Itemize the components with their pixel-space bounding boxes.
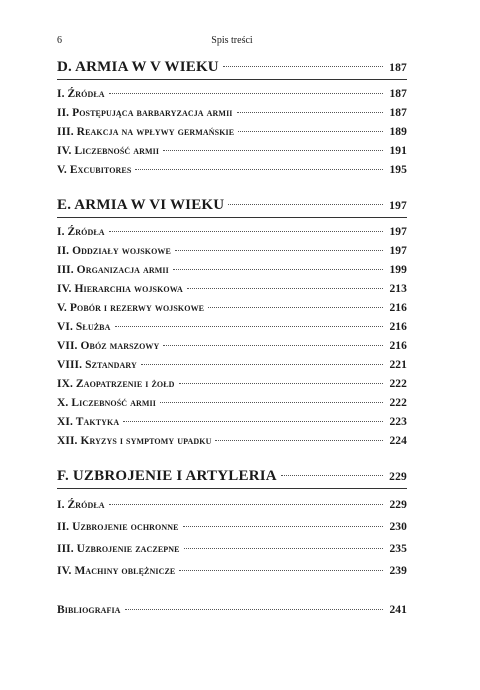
dot-leader (109, 92, 383, 94)
entry-page: 239 (389, 565, 407, 577)
dot-leader (238, 130, 383, 132)
toc-entry[interactable] (57, 318, 407, 337)
dot-leader (109, 503, 383, 505)
dot-leader (163, 149, 383, 151)
dot-leader (109, 230, 383, 232)
dot-leader (183, 525, 383, 527)
entry-page: 195 (389, 164, 407, 176)
entry-page: 191 (389, 145, 407, 157)
toc-entry[interactable] (57, 161, 407, 180)
entry-title: XI. Taktyka (57, 416, 120, 428)
entry-page: 213 (389, 283, 407, 295)
section-page: 187 (389, 62, 407, 74)
toc-entry[interactable] (57, 560, 407, 582)
entry-page: 216 (389, 302, 407, 314)
entry-page: 229 (389, 499, 407, 511)
entry-page: 230 (389, 521, 407, 533)
entry-title: III. Organizacja armii (57, 264, 169, 276)
entry-page: 189 (389, 126, 407, 138)
entry-title: VII. Obóz marszowy (57, 340, 160, 352)
table-of-contents (57, 56, 407, 621)
toc-entry[interactable] (57, 85, 407, 104)
spacer (57, 582, 407, 599)
dot-leader (215, 439, 383, 441)
toc-entry[interactable] (57, 375, 407, 394)
entry-title: XII. Kryzys i symptomy upadku (57, 435, 212, 447)
entry-page: 197 (389, 226, 407, 238)
toc-entry[interactable] (57, 280, 407, 299)
toc-entry[interactable] (57, 494, 407, 516)
entry-title: VI. Służba (57, 321, 111, 333)
entry-page: 187 (389, 107, 407, 119)
entry-title: V. Pobór i rezerwy wojskowe (57, 302, 205, 314)
dot-leader (228, 203, 383, 205)
dot-leader (163, 344, 383, 346)
entry-page: 224 (389, 435, 407, 447)
entry-title: VIII. Sztandary (57, 359, 137, 371)
entry-title: III. Reakcja na wpływy germańskie (57, 126, 235, 138)
toc-entry[interactable] (57, 413, 407, 432)
spacer (57, 451, 407, 465)
section-title: F. UZBROJENIE I ARTYLERIA (57, 468, 277, 484)
entry-page: 223 (389, 416, 407, 428)
bibliography-entry[interactable] (57, 599, 407, 621)
dot-leader (175, 249, 383, 251)
dot-leader (187, 287, 383, 289)
entry-page: 235 (389, 543, 407, 555)
entry-page: 222 (389, 378, 407, 390)
entry-title: III. Uzbrojenie zaczepne (57, 543, 180, 555)
running-title: Spis treści (211, 35, 253, 46)
dot-leader (135, 168, 383, 170)
dot-leader (179, 569, 383, 571)
section-title: D. ARMIA W V WIEKU (57, 59, 219, 75)
toc-entry[interactable] (57, 356, 407, 375)
dot-leader (179, 382, 383, 384)
section-page: 197 (389, 200, 407, 212)
dot-leader (125, 608, 383, 610)
dot-leader (123, 420, 383, 422)
section-heading[interactable] (57, 465, 407, 487)
entry-title: II. Oddziały wojskowe (57, 245, 171, 257)
entry-title: V. Excubitores (57, 164, 132, 176)
toc-entry[interactable] (57, 337, 407, 356)
dot-leader (223, 65, 383, 67)
dot-leader (184, 547, 383, 549)
toc-entry[interactable] (57, 223, 407, 242)
dot-leader (160, 401, 383, 403)
page-number: 6 (57, 35, 62, 46)
section-rule (57, 488, 407, 489)
entry-title: IV. Hierarchia wojskowa (57, 283, 183, 295)
toc-entry[interactable] (57, 261, 407, 280)
entry-page: 199 (389, 264, 407, 276)
section-heading[interactable] (57, 56, 407, 78)
toc-entry[interactable] (57, 142, 407, 161)
entry-page: 197 (389, 245, 407, 257)
section-page: 229 (389, 471, 407, 483)
dot-leader (237, 111, 384, 113)
toc-entry[interactable] (57, 432, 407, 451)
dot-leader (208, 306, 383, 308)
dot-leader (115, 325, 384, 327)
toc-entry[interactable] (57, 123, 407, 142)
section-rule (57, 79, 407, 80)
spacer (57, 180, 407, 194)
section-title: E. ARMIA W VI WIEKU (57, 197, 225, 213)
entry-title: IV. Liczebność armii (57, 145, 160, 157)
entry-title: IV. Machiny oblężnicze (57, 565, 176, 577)
toc-entry[interactable] (57, 104, 407, 123)
entry-page: 216 (389, 340, 407, 352)
entry-page: 216 (389, 321, 407, 333)
dot-leader (281, 474, 383, 476)
entry-title: IX. Zaopatrzenie i żołd (57, 378, 175, 390)
entry-title: I. Źródła (57, 88, 105, 100)
toc-entry[interactable] (57, 516, 407, 538)
entry-title: X. Liczebność armii (57, 397, 156, 409)
entry-title: I. Źródła (57, 226, 105, 238)
toc-entry[interactable] (57, 394, 407, 413)
toc-entry[interactable] (57, 538, 407, 560)
section-rule (57, 217, 407, 218)
entry-page: 221 (389, 359, 407, 371)
entry-title: I. Źródła (57, 499, 105, 511)
dot-leader (141, 363, 383, 365)
page-header (57, 35, 407, 47)
entry-page: 241 (389, 604, 407, 616)
dot-leader (173, 268, 383, 270)
section-heading[interactable] (57, 194, 407, 216)
entry-page: 187 (389, 88, 407, 100)
entry-title: Bibliografia (57, 604, 121, 616)
entry-title: II. Uzbrojenie ochronne (57, 521, 179, 533)
entry-page: 222 (389, 397, 407, 409)
toc-entry[interactable] (57, 242, 407, 261)
entry-title: II. Postępująca barbaryzacja armii (57, 107, 233, 119)
toc-entry[interactable] (57, 299, 407, 318)
